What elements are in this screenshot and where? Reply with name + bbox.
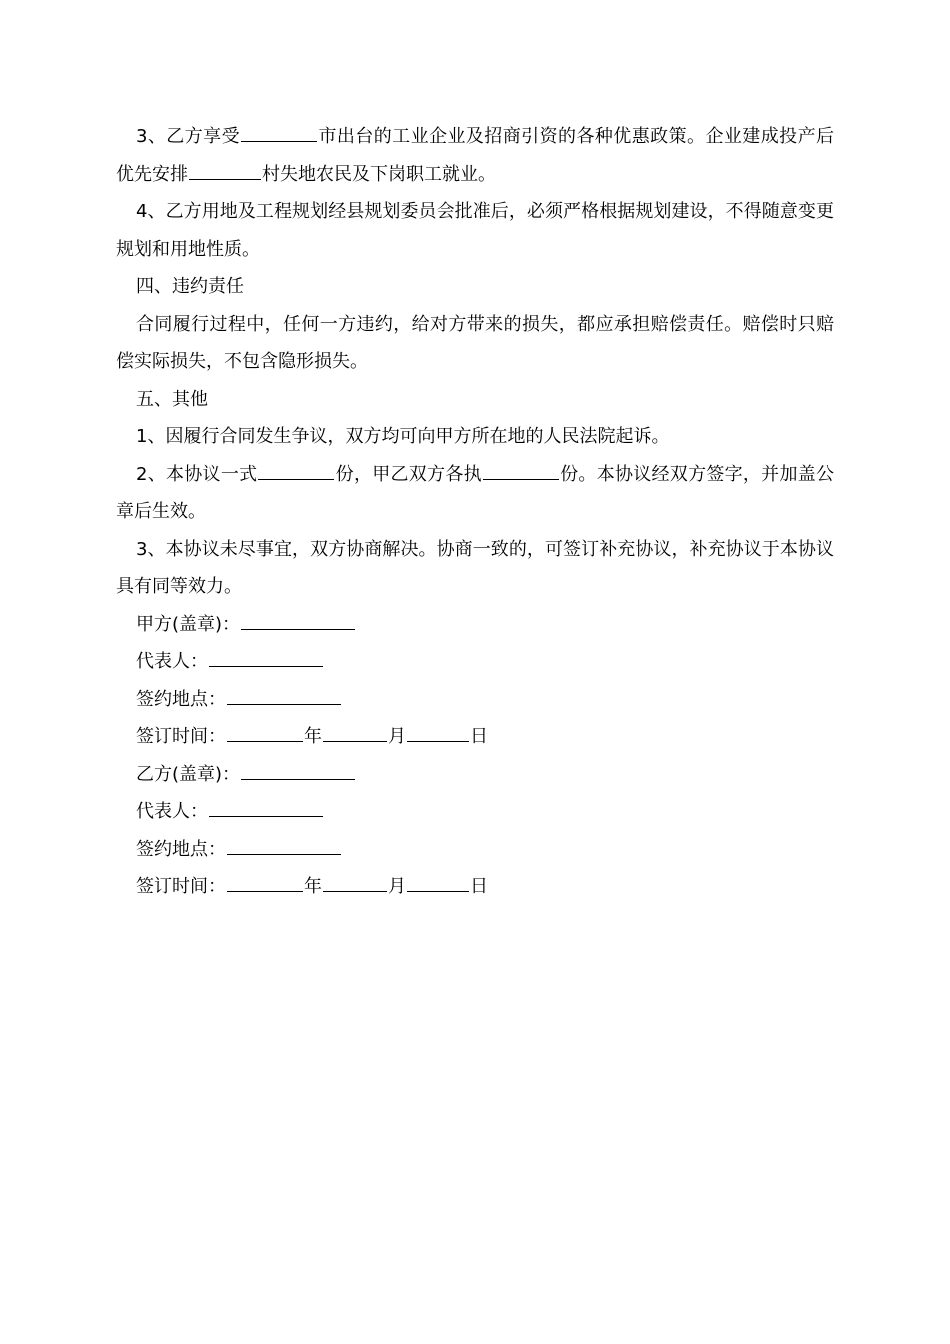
party-b-rep-label: 代表人：	[136, 801, 208, 822]
copies-each-blank	[483, 461, 559, 480]
section-5-item-2	[116, 456, 834, 531]
party-b-month-blank	[323, 873, 387, 892]
item-2-text-a: 2、本协议一式	[136, 463, 258, 485]
party-a-place-line	[116, 681, 834, 719]
party-b-place-line	[116, 831, 834, 869]
party-b-day-blank	[407, 873, 469, 892]
party-b-place-label: 签约地点：	[136, 838, 226, 860]
party-a-year-label: 年	[304, 726, 322, 747]
party-a-rep-line	[116, 643, 834, 681]
party-a-seal-blank	[241, 611, 355, 630]
copies-total-blank	[258, 461, 334, 480]
party-b-time-line	[116, 868, 834, 906]
section-5-item-1: 1、因履行合同发生争议，双方均可向甲方所在地的人民法院起诉。	[136, 426, 670, 447]
party-a-rep-blank	[209, 648, 323, 667]
party-b-place-blank	[227, 836, 341, 855]
party-b-day-label: 日	[470, 876, 488, 897]
item-2-text-b: 份，甲乙双方各执	[335, 463, 482, 485]
party-b-month-label: 月	[388, 876, 406, 897]
village-blank	[189, 161, 261, 180]
party-b-year-blank	[227, 873, 303, 892]
party-a-place-blank	[227, 686, 341, 705]
party-a-day-label: 日	[470, 726, 488, 747]
clause-3	[116, 118, 834, 193]
clause-3-text-b: 市出台的工业企业及招商引资的各种优惠政策。企业建成投产后优先安排	[116, 126, 835, 185]
party-b-seal-blank	[241, 761, 355, 780]
party-a-seal-line	[116, 606, 834, 644]
party-b-seal-label: 乙方(盖章)：	[136, 763, 241, 785]
party-b-seal-line	[116, 756, 834, 794]
party-b-year-label: 年	[304, 876, 322, 897]
item-2-text-c: 份。本协议经双方签字，并加盖公章后生效。	[116, 463, 835, 522]
party-a-time-label: 签订时间：	[136, 726, 226, 747]
party-a-rep-label: 代表人：	[136, 651, 208, 672]
section-4-body: 合同履行过程中，任何一方违约，给对方带来的损失，都应承担赔偿责任。赔偿时只赔偿实际损失，不包含隐形损失。	[116, 313, 834, 372]
party-a-month-blank	[323, 723, 387, 742]
party-a-place-label: 签约地点：	[136, 688, 226, 710]
party-b-rep-line	[116, 793, 834, 831]
clause-3-text-a: 3、乙方享受	[136, 126, 241, 147]
section-5-heading: 五、其他	[136, 388, 208, 410]
party-a-year-blank	[227, 723, 303, 742]
contract-page	[116, 118, 834, 906]
party-b-time-label: 签订时间：	[136, 876, 226, 897]
party-a-time-line	[116, 718, 834, 756]
clause-4: 4、乙方用地及工程规划经县规划委员会批准后，必须严格根据规划建设，不得随意变更规划和用地性质。	[116, 201, 834, 260]
party-a-day-blank	[407, 723, 469, 742]
city-blank	[241, 123, 317, 142]
party-a-seal-label: 甲方(盖章)：	[136, 613, 241, 635]
party-b-rep-blank	[209, 798, 323, 817]
party-a-month-label: 月	[388, 726, 406, 747]
clause-3-text-c: 村失地农民及下岗职工就业。	[262, 163, 496, 185]
section-5-item-3: 3、本协议未尽事宜，双方协商解决。协商一致的，可签订补充协议，补充协议于本协议具有同等效力。	[116, 538, 834, 597]
section-4-heading: 四、违约责任	[136, 276, 244, 297]
